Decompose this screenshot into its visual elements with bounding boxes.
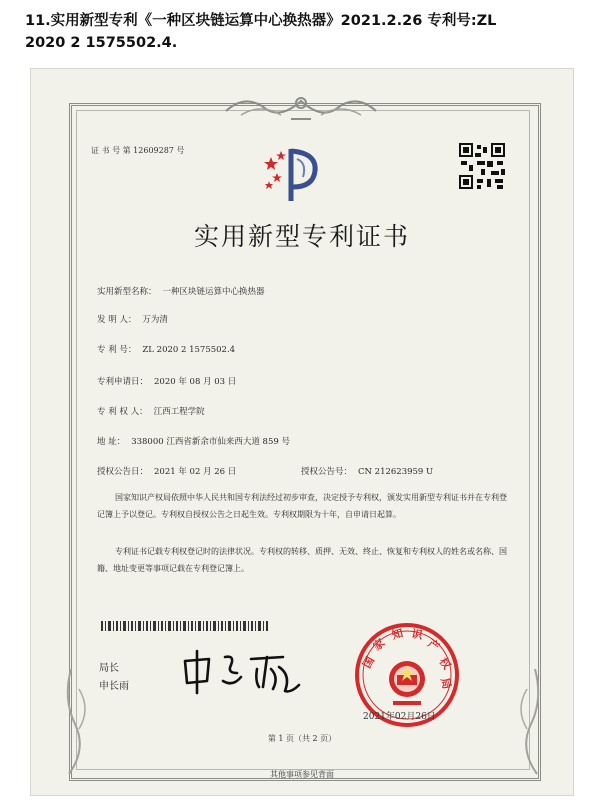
certificate-number: 证 书 号 第 12609287 号 [91, 146, 185, 155]
certificate-footer: 其他事项参见背面 [270, 770, 334, 779]
document-caption [25, 10, 585, 54]
svg-text:局: 局 [438, 676, 454, 691]
qr-code-icon [457, 141, 507, 191]
field-utility-model-name [97, 285, 265, 297]
certificate-title: 实用新型专利证书 [193, 222, 410, 251]
barcode-icon [101, 621, 271, 631]
field-filing-date [97, 375, 236, 387]
field-label: 专 利 权 人： [97, 407, 148, 417]
svg-text:国: 国 [360, 654, 378, 671]
field-patentee [97, 405, 205, 417]
field-label: 发 明 人： [97, 315, 137, 325]
field-value: 江西工程学院 [153, 407, 205, 417]
caption-line-1: 11.实用新型专利《一种区块链运算中心换热器》2021.2.26 专利号:ZL [25, 13, 497, 29]
svg-text:知: 知 [390, 626, 405, 642]
svg-text:识: 识 [410, 627, 424, 642]
field-grant-number [301, 465, 433, 477]
field-label: 授权公告号： [301, 467, 353, 477]
caption-line-2: 2020 2 1575502.4. [25, 35, 178, 51]
page-number: 第 1 页（共 2 页） [267, 734, 337, 743]
field-patent-number [97, 343, 235, 355]
corner-ornament-right-icon [505, 669, 545, 779]
certificate-paragraph-1: 国家知识产权局依照中华人民共和国专利法经过初步审查，决定授予专利权，颁发实用新型专利证书并在专利登记簿上予以登记。专利权自授权公告之日起生效。专利权期限为十年，自申请日起算。 [97, 493, 507, 519]
seal-date: 2021年02月26日 [363, 712, 436, 722]
director-name: 申长雨 [99, 681, 129, 692]
field-value: CN 212623959 U [358, 467, 434, 477]
field-value: 2021 年 02 月 26 日 [154, 467, 237, 477]
field-grant-date [97, 465, 236, 477]
field-label: 实用新型名称： [97, 287, 157, 297]
certificate-paragraph-2: 专利证书记载专利权登记时的法律状况。专利权的转移、质押、无效、终止、恢复和专利权人的姓名或名称、国籍、地址变更等事项记载在专利登记簿上。 [97, 547, 507, 573]
field-label: 专 利 号： [97, 345, 137, 355]
field-value: 一种区块链运算中心换热器 [162, 287, 265, 297]
field-label: 专利申请日： [97, 377, 149, 387]
field-label: 授权公告日： [97, 467, 149, 477]
top-ornament-icon [221, 91, 381, 125]
field-label: 地 址： [97, 437, 126, 447]
director-title: 局长 [99, 663, 119, 674]
field-value: 2020 年 08 月 03 日 [154, 377, 237, 387]
svg-text:产: 产 [425, 636, 442, 654]
svg-text:家: 家 [370, 636, 388, 654]
field-value: 万为清 [142, 315, 168, 325]
field-value: 338000 江西省新余市仙来西大道 859 号 [131, 437, 290, 447]
handwritten-signature-icon [179, 647, 309, 697]
field-value: ZL 2020 2 1575502.4 [142, 345, 236, 355]
field-address [97, 435, 290, 447]
svg-text:权: 权 [436, 655, 454, 672]
corner-ornament-left-icon [61, 669, 101, 779]
cnipa-emblem-icon [263, 143, 321, 205]
field-inventor [97, 313, 168, 325]
patent-certificate [30, 68, 574, 796]
